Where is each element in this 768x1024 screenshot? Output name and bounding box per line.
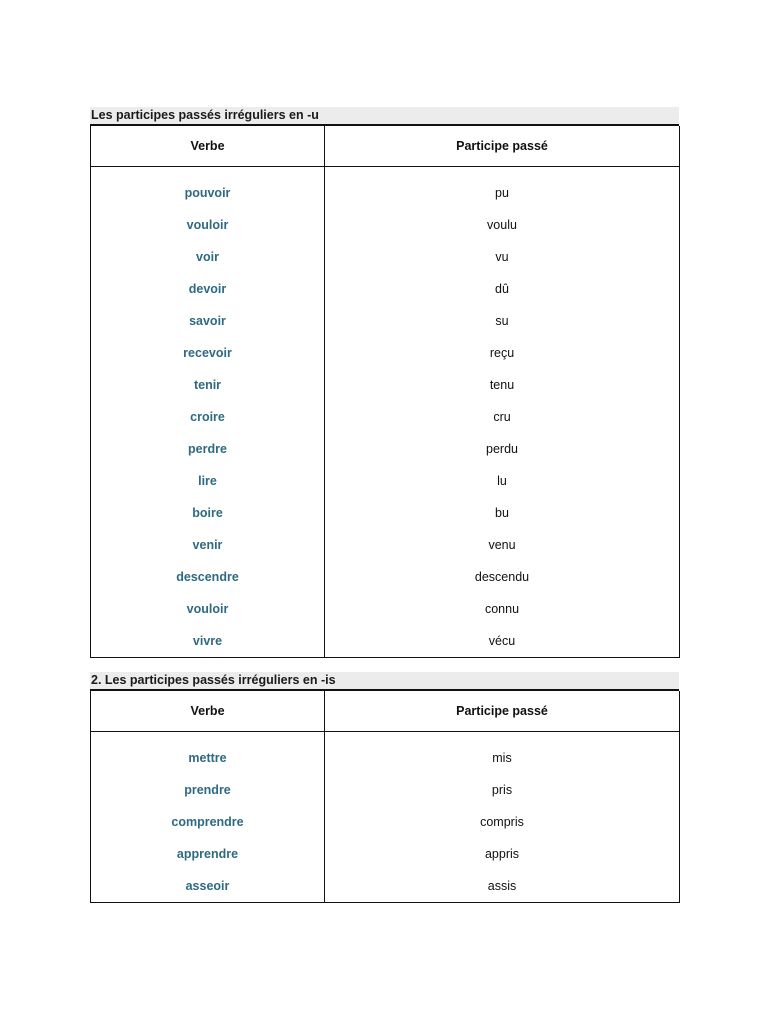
verb-cell: vouloir bbox=[91, 209, 325, 241]
table-row bbox=[91, 806, 680, 838]
table-row bbox=[91, 529, 680, 561]
table-row bbox=[91, 465, 680, 497]
participle-cell: vécu bbox=[325, 625, 680, 658]
table-row bbox=[91, 401, 680, 433]
participle-cell: dû bbox=[325, 273, 680, 305]
table-row bbox=[91, 241, 680, 273]
participle-cell: assis bbox=[325, 870, 680, 903]
table-header-row bbox=[91, 126, 680, 167]
table-row bbox=[91, 774, 680, 806]
participle-table-u bbox=[90, 126, 680, 658]
participle-cell: voulu bbox=[325, 209, 680, 241]
column-header-participle: Participe passé bbox=[325, 126, 680, 167]
participle-cell: cru bbox=[325, 401, 680, 433]
verb-cell: savoir bbox=[91, 305, 325, 337]
verb-cell: devoir bbox=[91, 273, 325, 305]
table-row bbox=[91, 167, 680, 210]
table-row bbox=[91, 337, 680, 369]
table-row bbox=[91, 838, 680, 870]
section-irregular-u bbox=[90, 107, 679, 658]
table-row bbox=[91, 433, 680, 465]
participle-cell: lu bbox=[325, 465, 680, 497]
section-heading: 2. Les participes passés irréguliers en -is bbox=[90, 672, 679, 691]
participle-cell: connu bbox=[325, 593, 680, 625]
verb-cell: recevoir bbox=[91, 337, 325, 369]
participle-cell: reçu bbox=[325, 337, 680, 369]
verb-cell: prendre bbox=[91, 774, 325, 806]
verb-cell: perdre bbox=[91, 433, 325, 465]
column-header-participle: Participe passé bbox=[325, 691, 680, 732]
participle-cell: pu bbox=[325, 167, 680, 210]
verb-cell: comprendre bbox=[91, 806, 325, 838]
participle-cell: vu bbox=[325, 241, 680, 273]
participle-cell: compris bbox=[325, 806, 680, 838]
column-header-verb: Verbe bbox=[91, 691, 325, 732]
table-row bbox=[91, 369, 680, 401]
participle-cell: tenu bbox=[325, 369, 680, 401]
table-row bbox=[91, 732, 680, 775]
table-row bbox=[91, 273, 680, 305]
participle-table-is bbox=[90, 691, 680, 903]
verb-cell: apprendre bbox=[91, 838, 325, 870]
table-row bbox=[91, 497, 680, 529]
participle-cell: appris bbox=[325, 838, 680, 870]
verb-cell: vivre bbox=[91, 625, 325, 658]
verb-cell: vouloir bbox=[91, 593, 325, 625]
participle-cell: bu bbox=[325, 497, 680, 529]
verb-cell: voir bbox=[91, 241, 325, 273]
column-header-verb: Verbe bbox=[91, 126, 325, 167]
verb-cell: pouvoir bbox=[91, 167, 325, 210]
participle-cell: descendu bbox=[325, 561, 680, 593]
verb-cell: tenir bbox=[91, 369, 325, 401]
section-heading: Les participes passés irréguliers en -u bbox=[90, 107, 679, 126]
verb-cell: lire bbox=[91, 465, 325, 497]
participle-cell: mis bbox=[325, 732, 680, 775]
verb-cell: mettre bbox=[91, 732, 325, 775]
table-row bbox=[91, 593, 680, 625]
table-row bbox=[91, 625, 680, 658]
verb-cell: asseoir bbox=[91, 870, 325, 903]
verb-cell: boire bbox=[91, 497, 325, 529]
participle-cell: su bbox=[325, 305, 680, 337]
section-irregular-is bbox=[90, 672, 679, 903]
table-row bbox=[91, 561, 680, 593]
participle-cell: venu bbox=[325, 529, 680, 561]
participle-cell: perdu bbox=[325, 433, 680, 465]
participle-cell: pris bbox=[325, 774, 680, 806]
table-row bbox=[91, 305, 680, 337]
table-row bbox=[91, 209, 680, 241]
table-header-row bbox=[91, 691, 680, 732]
verb-cell: venir bbox=[91, 529, 325, 561]
table-row bbox=[91, 870, 680, 903]
verb-cell: descendre bbox=[91, 561, 325, 593]
verb-cell: croire bbox=[91, 401, 325, 433]
